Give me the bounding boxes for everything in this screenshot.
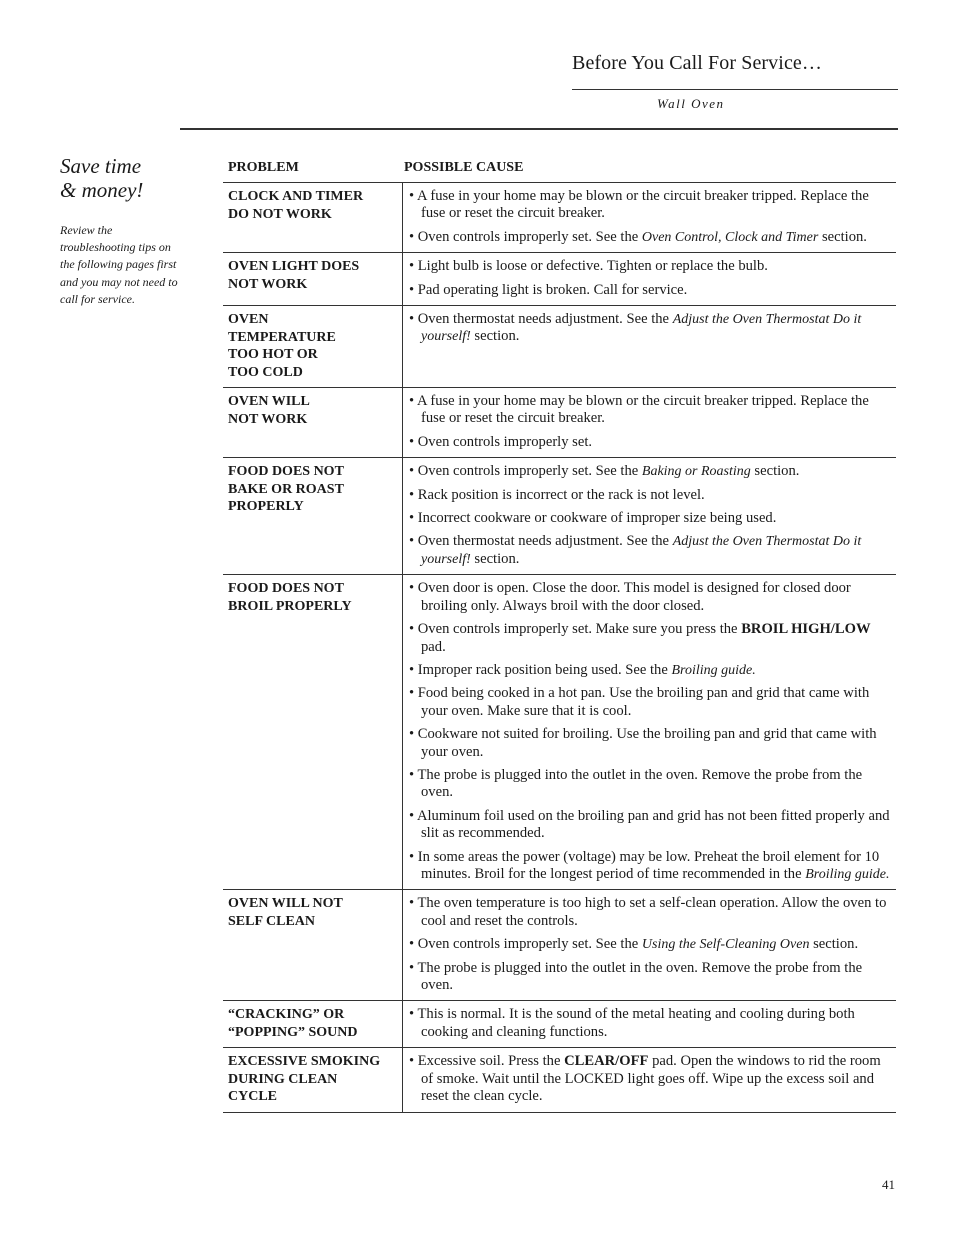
cause-text: section. <box>818 228 867 245</box>
cause-item <box>409 1006 896 1041</box>
cause-text: • Oven controls improperly set. See the <box>409 463 642 480</box>
problem-line: SELF CLEAN <box>228 913 316 929</box>
problem-line: BAKE OR ROAST <box>228 481 344 497</box>
cause-item <box>409 258 896 275</box>
cause-item <box>409 767 896 802</box>
header-divider-long <box>180 128 898 130</box>
cause-item <box>409 282 896 299</box>
table-row <box>223 253 896 306</box>
cause-item <box>409 936 896 953</box>
page-subtitle: Wall Oven <box>657 96 725 111</box>
problem-line: “POPPING” SOUND <box>228 1024 358 1040</box>
problem-line: DURING CLEAN <box>228 1071 338 1087</box>
cause-item <box>409 463 896 480</box>
cause-text: section. <box>750 463 800 480</box>
problem-cell <box>223 575 403 889</box>
problem-line: OVEN LIGHT DOES <box>228 259 360 275</box>
cause-text: • A fuse in your home may be blown or the circuit breaker tripped. Replace the fuse or reset the circuit breaker. <box>409 393 869 427</box>
cause-text: Oven Control, Clock and Timer <box>641 229 819 245</box>
cause-item <box>409 188 896 223</box>
sidebar-title <box>60 154 182 202</box>
cause-text: • Oven thermostat needs adjustment. See the <box>409 311 673 328</box>
problem-line: BROIL PROPERLY <box>228 598 352 614</box>
cause-cell <box>403 575 896 889</box>
cause-item <box>409 895 896 930</box>
cause-text: section. <box>470 550 520 567</box>
problem-cell <box>223 1001 403 1047</box>
table-header <box>223 158 896 183</box>
cause-text: Broiling guide. <box>805 866 890 882</box>
problem-line: FOOD DOES NOT <box>228 581 344 597</box>
problem-cell <box>223 388 403 457</box>
problem-line: TOO HOT OR <box>228 347 318 363</box>
cause-text: • Rack position is incorrect or the rack is not level. <box>409 486 705 503</box>
cause-text: Broiling guide. <box>671 662 756 678</box>
table-row <box>223 1048 896 1113</box>
header-problem: PROBLEM <box>228 160 299 175</box>
cause-text: CLEAR/OFF <box>564 1053 649 1070</box>
sidebar-title-line2: & money! <box>60 178 144 202</box>
cause-text: section. <box>809 936 859 953</box>
cause-item <box>409 229 896 246</box>
cause-item <box>409 849 896 884</box>
cause-text: • Food being cooked in a hot pan. Use the broiling pan and grid that came with your oven. Make sure that it is cool. <box>409 685 870 719</box>
cause-cell <box>403 890 896 1000</box>
cause-item <box>409 621 896 656</box>
cause-cell <box>403 388 896 457</box>
cause-text: • Light bulb is loose or defective. Tighten or replace the bulb. <box>409 258 768 275</box>
problem-line: CYCLE <box>228 1089 278 1105</box>
cause-item <box>409 510 896 527</box>
cause-text: pad. Open the windows to rid the room of smoke. Wait until the LOCKED light goes off. Wipe up the excess soil and reset the clean cycle. <box>421 1053 881 1105</box>
problem-cell <box>223 890 403 1000</box>
table-row <box>223 1001 896 1048</box>
problem-line: TOO COLD <box>228 364 303 380</box>
cause-cell <box>403 306 896 387</box>
cause-item <box>409 1053 896 1105</box>
table-row <box>223 306 896 388</box>
problem-cell <box>223 306 403 387</box>
page-number: 41 <box>882 1177 895 1192</box>
cause-text: section. <box>470 328 520 345</box>
cause-text: • The probe is plugged into the outlet in the oven. Remove the probe from the oven. <box>409 766 863 801</box>
cause-item <box>409 487 896 504</box>
cause-item <box>409 960 896 995</box>
cause-text: • A fuse in your home may be blown or the circuit breaker tripped. Replace the fuse or reset the circuit breaker. <box>409 188 869 222</box>
cause-text: • Incorrect cookware or cookware of improper size being used. <box>409 510 777 527</box>
problem-cell <box>223 458 403 574</box>
page-title: Before You Call For Service… <box>572 52 822 74</box>
problem-line: CLOCK AND TIMER <box>228 189 364 204</box>
cause-item <box>409 808 896 843</box>
cause-item <box>409 533 896 568</box>
problem-cell <box>223 1048 403 1112</box>
cause-text: Adjust the Oven Thermostat Do it yourself! <box>421 534 862 567</box>
cause-cell <box>403 458 896 574</box>
cause-text: • Oven thermostat needs adjustment. See the <box>409 533 673 550</box>
problem-line: TEMPERATURE <box>228 329 336 345</box>
problem-line: OVEN <box>228 312 269 328</box>
problem-line: “CRACKING” OR <box>228 1007 345 1023</box>
cause-cell <box>403 183 896 252</box>
problem-cell <box>223 183 403 252</box>
sidebar-text: Review the troubleshooting tips on the following pages first and you may not need to call for service. <box>60 223 178 306</box>
sidebar-title-line1: Save time <box>60 154 142 178</box>
cause-text: • Excessive soil. Press the <box>409 1053 565 1070</box>
cause-cell <box>403 1048 896 1112</box>
cause-item <box>409 685 896 720</box>
sidebar-note <box>60 154 182 308</box>
table-row <box>223 388 896 458</box>
cause-text: • Aluminum foil used on the broiling pan and grid has not been fitted properly and slit as recommended. <box>409 807 890 842</box>
problem-line: PROPERLY <box>228 499 304 515</box>
cause-text: • The probe is plugged into the outlet in the oven. Remove the probe from the oven. <box>409 959 863 993</box>
cause-item <box>409 393 896 428</box>
cause-cell <box>403 1001 896 1047</box>
cause-text: • Pad operating light is broken. Call for service. <box>409 281 688 298</box>
cause-text: BROIL HIGH/LOW <box>741 621 871 638</box>
cause-item <box>409 311 896 346</box>
cause-text: • This is normal. It is the sound of the metal heating and cooling during both cooking and cleaning functions. <box>409 1006 855 1040</box>
cause-text: • Oven controls improperly set. Make sure you press the <box>409 621 742 638</box>
problem-line: OVEN WILL <box>228 394 310 410</box>
cause-item <box>409 662 896 679</box>
cause-text: Using the Self-Cleaning Oven <box>641 937 810 953</box>
troubleshooting-table <box>223 158 896 1113</box>
table-row <box>223 183 896 253</box>
cause-text: • Oven controls improperly set. See the <box>409 228 642 245</box>
cause-text: • Improper rack position being used. See the <box>409 661 672 678</box>
problem-line: DO NOT WORK <box>228 206 332 222</box>
cause-text: • The oven temperature is too high to set a self-clean operation. Allow the oven to cool and reset the controls. <box>409 895 887 929</box>
problem-line: OVEN WILL NOT <box>228 896 343 912</box>
cause-item <box>409 434 896 451</box>
cause-text: pad. <box>421 638 446 655</box>
cause-text: Baking or Roasting <box>641 464 751 480</box>
problem-line: NOT WORK <box>228 276 308 292</box>
table-row <box>223 890 896 1001</box>
cause-text: • Cookware not suited for broiling. Use the broiling pan and grid that came with your oven. <box>409 726 877 760</box>
cause-text: • Oven controls improperly set. <box>409 433 593 450</box>
header-divider-short <box>572 89 898 90</box>
cause-text: Adjust the Oven Thermostat Do it yourself! <box>421 312 862 345</box>
header-cause: POSSIBLE CAUSE <box>404 160 524 175</box>
table-row <box>223 458 896 575</box>
problem-line: EXCESSIVE SMOKING <box>228 1054 381 1070</box>
problem-cell <box>223 253 403 305</box>
cause-text: • Oven controls improperly set. See the <box>409 936 642 953</box>
cause-item <box>409 726 896 761</box>
problem-line: NOT WORK <box>228 411 308 427</box>
problem-line: FOOD DOES NOT <box>228 464 344 480</box>
cause-text: • In some areas the power (voltage) may be low. Preheat the broil element for 10 minutes. Broil for the longest period of time recommended in the <box>409 848 880 882</box>
table-body <box>223 183 896 1113</box>
table-row <box>223 575 896 890</box>
cause-item <box>409 580 896 615</box>
cause-text: • Oven door is open. Close the door. This model is designed for closed door broiling only. Always broil with the door closed. <box>409 580 851 614</box>
cause-cell <box>403 253 896 305</box>
